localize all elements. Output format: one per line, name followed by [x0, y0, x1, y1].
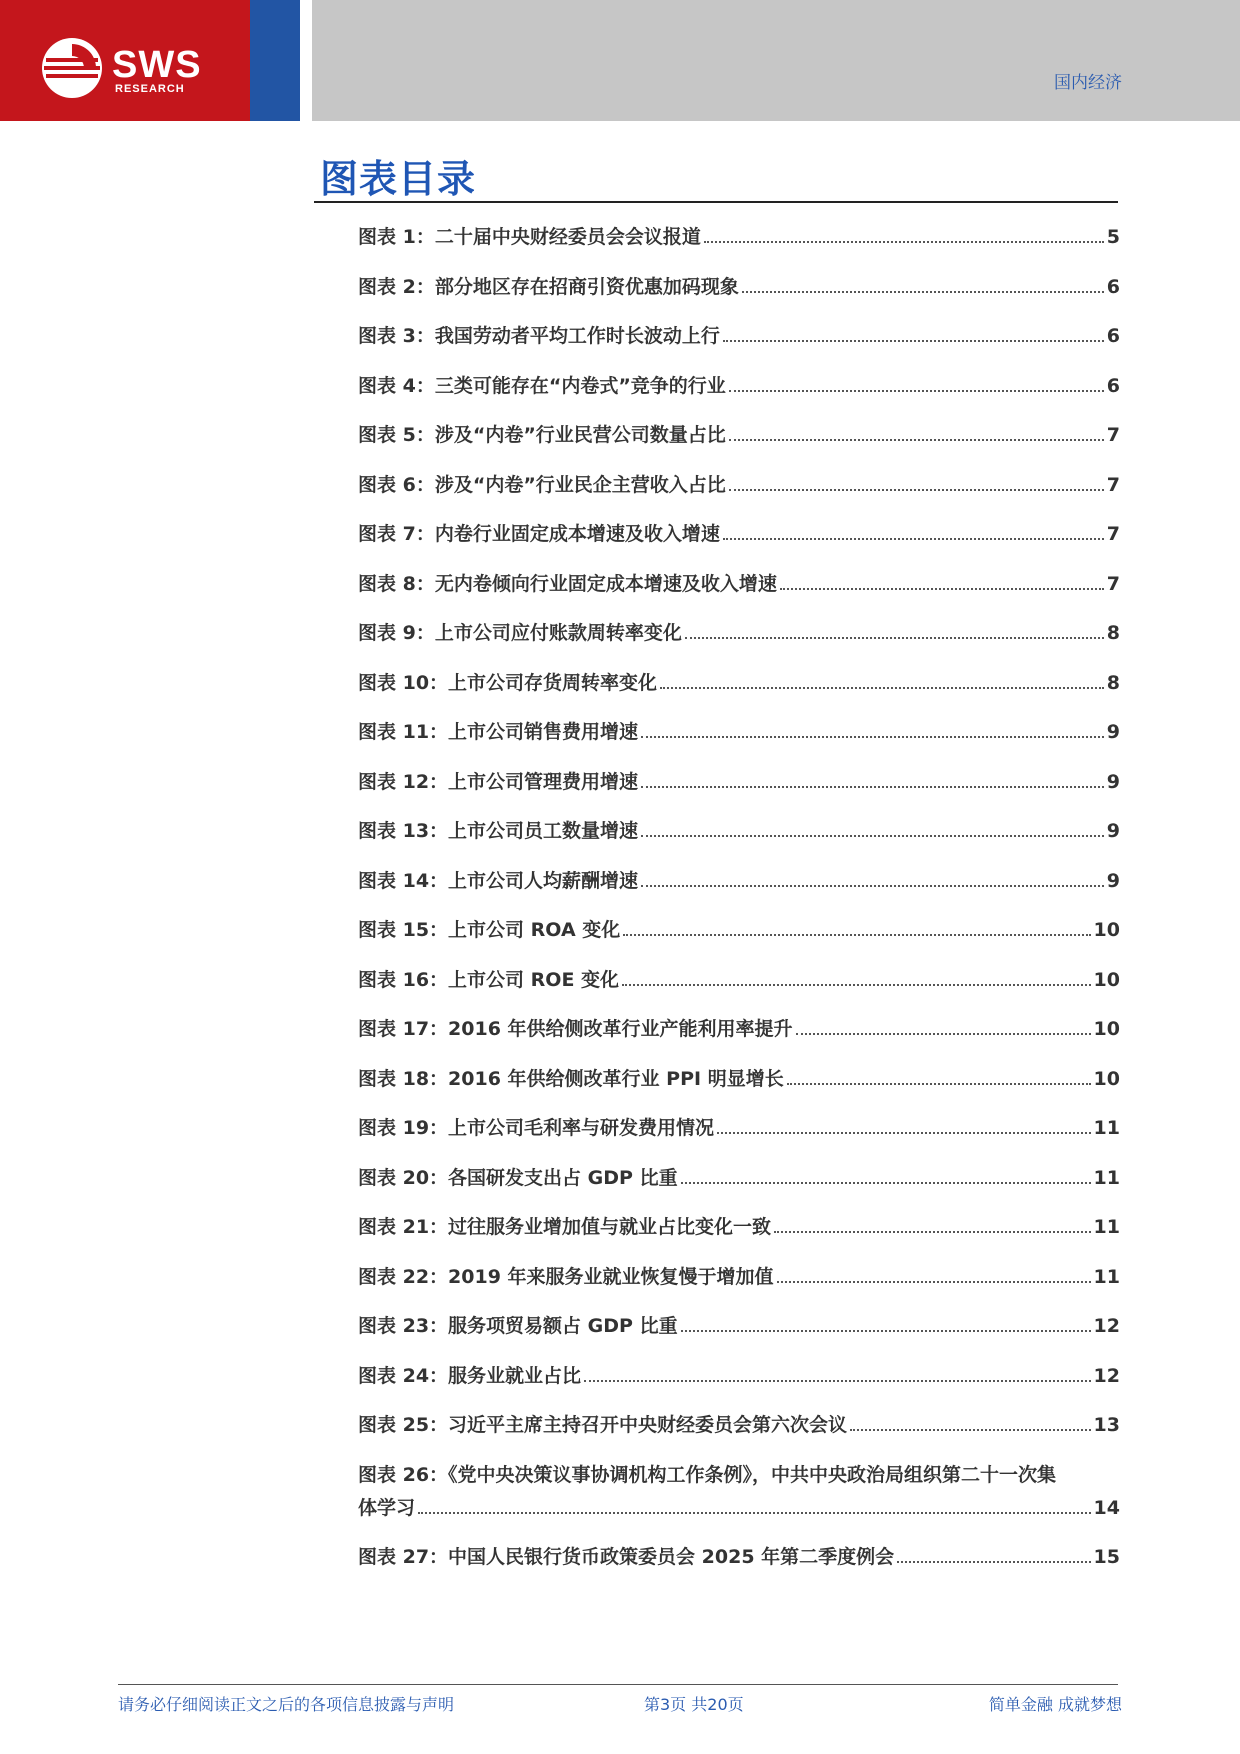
toc-page-number: 13 [1093, 1414, 1120, 1436]
sws-globe-icon [40, 36, 104, 100]
toc-page-number: 15 [1093, 1546, 1120, 1568]
footer-page-number: 第3页 共20页 [644, 1695, 744, 1714]
toc-entry-text: 图表 20：各国研发支出占 GDP 比重 [358, 1166, 678, 1189]
header-blue-block [250, 0, 300, 121]
toc-entry-text: 图表 18：2016 年供给侧改革行业 PPI 明显增长 [358, 1067, 784, 1090]
table-of-figures [358, 224, 1120, 1594]
toc-leader-dots [787, 1083, 1091, 1085]
toc-leader-dots [729, 489, 1104, 491]
toc-entry-2[interactable] [358, 274, 1120, 300]
sws-logo [40, 36, 220, 106]
toc-leader-dots [897, 1561, 1090, 1563]
toc-page-number: 11 [1093, 1265, 1120, 1288]
toc-page-number: 10 [1093, 1018, 1120, 1040]
toc-entry-text: 图表 16：上市公司 ROE 变化 [358, 968, 620, 991]
toc-leader-dots [780, 588, 1104, 590]
report-category: 国内经济 [1054, 73, 1122, 93]
toc-entry-text: 图表 13：上市公司员工数量增速 [358, 820, 639, 842]
toc-entry-7[interactable] [358, 521, 1120, 547]
toc-entry-25[interactable] [358, 1412, 1120, 1438]
toc-page-number: 12 [1093, 1364, 1120, 1387]
toc-page-number: 14 [1093, 1496, 1120, 1519]
toc-entry-text: 图表 8：无内卷倾向行业固定成本增速及收入增速 [358, 572, 777, 595]
toc-entry-12[interactable] [358, 769, 1120, 795]
toc-entry-text: 图表 12：上市公司管理费用增速 [358, 770, 639, 793]
toc-leader-dots [641, 885, 1104, 887]
toc-leader-dots [777, 1281, 1091, 1283]
toc-entry-text: 图表 23：服务项贸易额占 GDP 比重 [358, 1315, 678, 1337]
toc-entry-8[interactable] [358, 571, 1120, 597]
toc-entry-5[interactable] [358, 422, 1120, 448]
toc-entry-text: 图表 24：服务业就业占比 [358, 1364, 582, 1387]
toc-entry-text: 图表 26：《党中央决策议事协调机构工作条例》，中共中央政治局组织第二十一次集 [358, 1463, 1057, 1486]
toc-entry-24[interactable] [358, 1363, 1120, 1389]
toc-entry-text: 图表 3：我国劳动者平均工作时长波动上行 [358, 325, 720, 347]
toc-page-number: 6 [1106, 374, 1120, 397]
toc-entry-text: 图表 14：上市公司人均薪酬增速 [358, 869, 639, 892]
toc-entry-19[interactable] [358, 1115, 1120, 1141]
toc-entry-text: 图表 21：过往服务业增加值与就业占比变化一致 [358, 1216, 772, 1238]
toc-entry-1[interactable] [358, 224, 1120, 250]
toc-leader-dots [729, 390, 1104, 392]
toc-entry-text: 图表 25：习近平主席主持召开中央财经委员会第六次会议 [358, 1414, 848, 1436]
toc-leader-dots [660, 687, 1104, 689]
toc-entry-text: 图表 1：二十届中央财经委员会会议报道 [358, 226, 701, 248]
toc-page-number: 9 [1106, 869, 1120, 892]
toc-page-number: 8 [1106, 671, 1120, 694]
toc-leader-dots [623, 934, 1090, 936]
toc-page-number: 7 [1106, 572, 1120, 595]
toc-page-number: 7 [1106, 473, 1120, 496]
toc-leader-dots [742, 291, 1104, 293]
toc-entry-13[interactable] [358, 818, 1120, 844]
toc-page-number: 6 [1106, 275, 1120, 298]
toc-entry-text: 图表 9：上市公司应付账款周转率变化 [358, 622, 682, 644]
toc-entry-text: 图表 4：三类可能存在“内卷式”竞争的行业 [358, 374, 726, 397]
toc-leader-dots [685, 637, 1104, 639]
toc-entry-text: 图表 6：涉及“内卷”行业民企主营收入占比 [358, 473, 726, 496]
footer-slogan: 简单金融 成就梦想 [988, 1695, 1122, 1714]
logo-subtext: RESEARCH [115, 83, 185, 95]
toc-page-number: 7 [1106, 523, 1120, 545]
toc-entry-text-continued: 体学习 [358, 1496, 416, 1519]
toc-entry-16[interactable] [358, 967, 1120, 993]
toc-page-number: 11 [1093, 1166, 1120, 1189]
toc-entry-23[interactable] [358, 1313, 1120, 1339]
toc-page-number: 7 [1106, 424, 1120, 446]
toc-leader-dots [641, 736, 1104, 738]
toc-leader-dots [850, 1429, 1090, 1431]
toc-entry-17[interactable] [358, 1016, 1120, 1042]
toc-leader-dots [729, 439, 1104, 441]
footer-divider [118, 1684, 1118, 1685]
toc-leader-dots [704, 241, 1104, 243]
toc-entry-text: 图表 2：部分地区存在招商引资优惠加码现象 [358, 275, 739, 298]
logo-text: SWS [112, 44, 202, 86]
toc-leader-dots [681, 1182, 1091, 1184]
toc-entry-text: 图表 5：涉及“内卷”行业民营公司数量占比 [358, 424, 726, 446]
toc-entry-9[interactable] [358, 620, 1120, 646]
toc-entry-21[interactable] [358, 1214, 1120, 1240]
toc-page-number: 12 [1093, 1315, 1120, 1337]
toc-page-number: 10 [1093, 968, 1120, 991]
toc-page-number: 5 [1106, 226, 1120, 248]
toc-leader-dots [641, 835, 1104, 837]
header-grey-band [312, 0, 1240, 121]
toc-entry-text: 图表 22：2019 年来服务业就业恢复慢于增加值 [358, 1265, 774, 1288]
toc-entry-18[interactable] [358, 1066, 1120, 1092]
title-divider [314, 201, 1118, 203]
toc-entry-text: 图表 27：中国人民银行货币政策委员会 2025 年第二季度例会 [358, 1546, 895, 1568]
toc-entry-15[interactable] [358, 917, 1120, 943]
toc-leader-dots [681, 1330, 1091, 1332]
toc-page-number: 11 [1093, 1216, 1120, 1238]
toc-entry-text: 图表 10：上市公司存货周转率变化 [358, 671, 658, 694]
toc-entry-22[interactable] [358, 1264, 1120, 1290]
toc-entry-26[interactable] [358, 1462, 1120, 1521]
toc-leader-dots [584, 1380, 1090, 1382]
toc-entry-3[interactable] [358, 323, 1120, 349]
toc-entry-10[interactable] [358, 670, 1120, 696]
toc-entry-text: 图表 15：上市公司 ROA 变化 [358, 919, 621, 941]
toc-entry-text: 图表 19：上市公司毛利率与研发费用情况 [358, 1117, 715, 1139]
toc-entry-text: 图表 17：2016 年供给侧改革行业产能利用率提升 [358, 1018, 793, 1040]
toc-leader-dots [723, 538, 1104, 540]
page-title: 图表目录 [320, 157, 477, 201]
footer-disclaimer: 请务必仔细阅读正文之后的各项信息披露与声明 [118, 1695, 455, 1714]
toc-page-number: 8 [1106, 622, 1120, 644]
toc-page-number: 11 [1093, 1117, 1120, 1139]
toc-page-number: 10 [1093, 1067, 1120, 1090]
toc-page-number: 9 [1106, 770, 1120, 793]
toc-page-number: 10 [1093, 919, 1120, 941]
toc-leader-dots [641, 786, 1104, 788]
toc-leader-dots [622, 984, 1091, 986]
toc-page-number: 9 [1106, 820, 1120, 842]
toc-entry-text: 图表 7：内卷行业固定成本增速及收入增速 [358, 523, 720, 545]
toc-entry-27[interactable] [358, 1544, 1120, 1570]
toc-entry-6[interactable] [358, 472, 1120, 498]
toc-leader-dots [796, 1033, 1091, 1035]
toc-leader-dots [723, 340, 1104, 342]
toc-page-number: 6 [1106, 325, 1120, 347]
toc-leader-dots [717, 1132, 1090, 1134]
toc-leader-dots [418, 1512, 1091, 1514]
toc-leader-dots [774, 1231, 1090, 1233]
toc-entry-4[interactable] [358, 373, 1120, 399]
toc-entry-14[interactable] [358, 868, 1120, 894]
toc-entry-11[interactable] [358, 719, 1120, 745]
toc-entry-text: 图表 11：上市公司销售费用增速 [358, 721, 639, 743]
toc-entry-20[interactable] [358, 1165, 1120, 1191]
toc-page-number: 9 [1106, 721, 1120, 743]
